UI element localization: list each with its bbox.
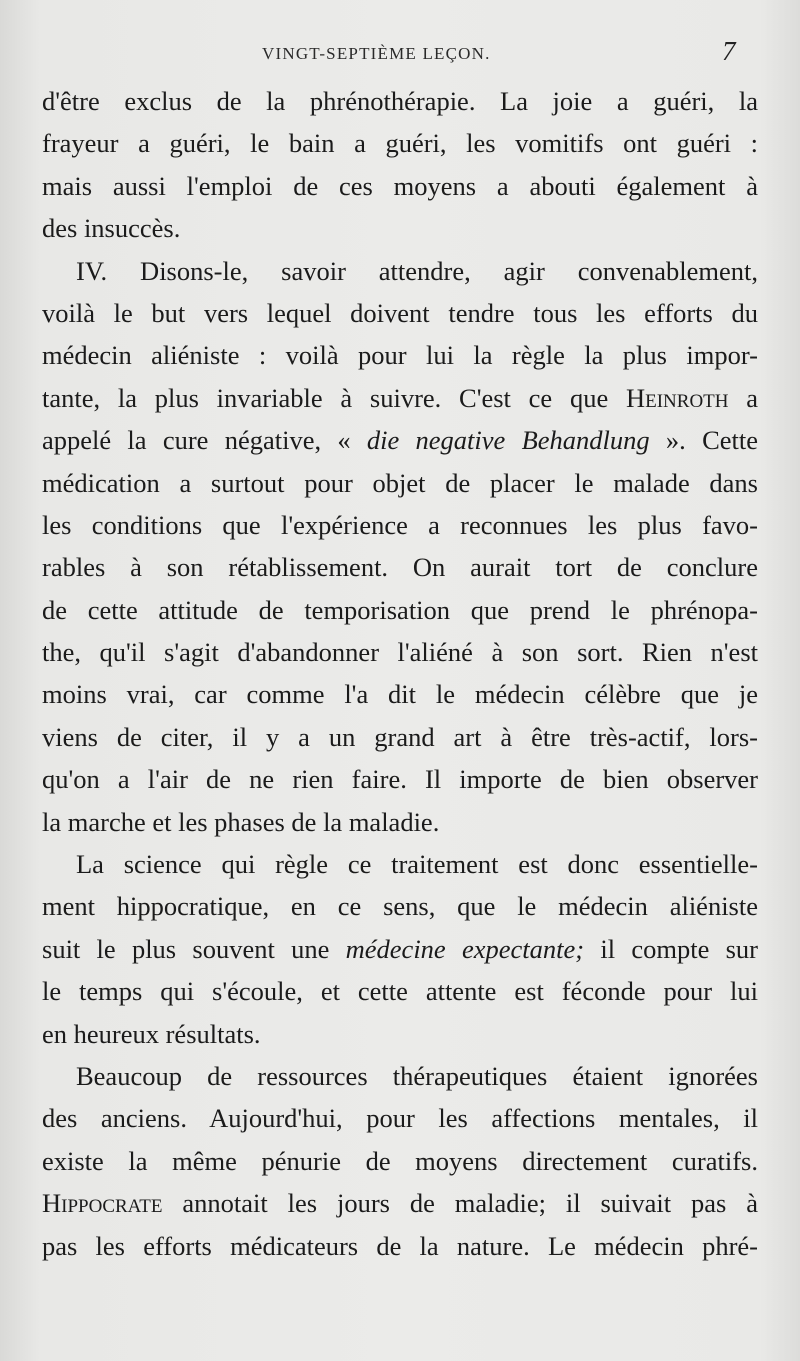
text-line: viens de citer, il y a un grand art à être très-actif, lors-	[42, 721, 758, 752]
text-line: existe la même pénurie de moyens directement curatifs.	[42, 1145, 758, 1176]
text-line: rables à son rétablissement. On aurait tort de conclure	[42, 552, 758, 583]
text-line: en heureux résultats.	[42, 1018, 261, 1049]
text-line: les conditions que l'expérience a reconnues les plus favo-	[42, 509, 758, 540]
text-line	[42, 928, 758, 970]
text-run: annotait les jours de maladie; il suivait pas à	[182, 1188, 758, 1219]
text-line: moins vrai, car comme l'a dit le médecin célèbre que je	[42, 679, 758, 710]
text-line: la marche et les phases de la maladie.	[42, 806, 440, 837]
text-line: mais aussi l'emploi de ces moyens a abouti également à	[42, 170, 758, 201]
text-line: d'être exclus de la phrénothérapie. La joie a guéri, la	[42, 86, 758, 116]
text-line: La science qui règle ce traitement est donc essentielle-	[76, 849, 758, 880]
text-line	[42, 419, 758, 461]
text-line: le temps qui s'écoule, et cette attente est féconde pour lui	[42, 976, 758, 1007]
text-line: des insuccès.	[42, 213, 181, 244]
text-line: voilà le but vers lequel doivent tendre tous les efforts du	[42, 297, 758, 328]
text-line: médication a surtout pour objet de placer le malade dans	[42, 467, 758, 498]
text-line: médecin aliéniste : voilà pour lui la règle la plus impor-	[42, 340, 758, 371]
text-line	[42, 1182, 758, 1224]
german-quote: die negative Behandlung	[366, 425, 650, 456]
text-line: frayeur a guéri, le bain a guéri, les vomitifs ont guéri :	[42, 128, 758, 159]
text-run: a	[746, 382, 758, 413]
text-line	[42, 377, 758, 419]
text-line: ment hippocratique, en ce sens, que le médecin aliéniste	[42, 891, 758, 922]
text-line: Beaucoup de ressources thérapeutiques étaient ignorées	[76, 1060, 758, 1091]
text-line: de cette attitude de temporisation que prend le phrénopa-	[42, 594, 758, 625]
text-run: ». Cette	[665, 425, 758, 456]
body-text	[42, 80, 758, 1267]
page-number: 7	[722, 36, 736, 66]
author-name-heinroth: Heinroth	[625, 382, 729, 413]
text-line: des anciens. Aujourd'hui, pour les affections mentales, il	[42, 1103, 758, 1134]
text-run: il compte sur	[600, 933, 758, 964]
text-run: suit le plus souvent une	[42, 933, 330, 964]
text-line: pas les efforts médicateurs de la nature. Le médecin phré-	[42, 1230, 758, 1261]
author-name-hippocrate: Hippocrate	[42, 1188, 163, 1219]
italic-term: médecine expectante;	[345, 933, 585, 964]
text-run: appelé la cure négative, «	[42, 425, 351, 456]
page-header	[0, 36, 800, 76]
text-line: IV. Disons-le, savoir attendre, agir convenablement,	[76, 255, 758, 286]
text-run: tante, la plus invariable à suivre. C'est ce que	[42, 382, 609, 413]
running-title: VINGT-SEPTIÈME LEÇON.	[262, 44, 491, 63]
text-line: qu'on a l'air de ne rien faire. Il importe de bien observer	[42, 764, 758, 795]
text-line: the, qu'il s'agit d'abandonner l'aliéné à son sort. Rien n'est	[42, 637, 758, 668]
